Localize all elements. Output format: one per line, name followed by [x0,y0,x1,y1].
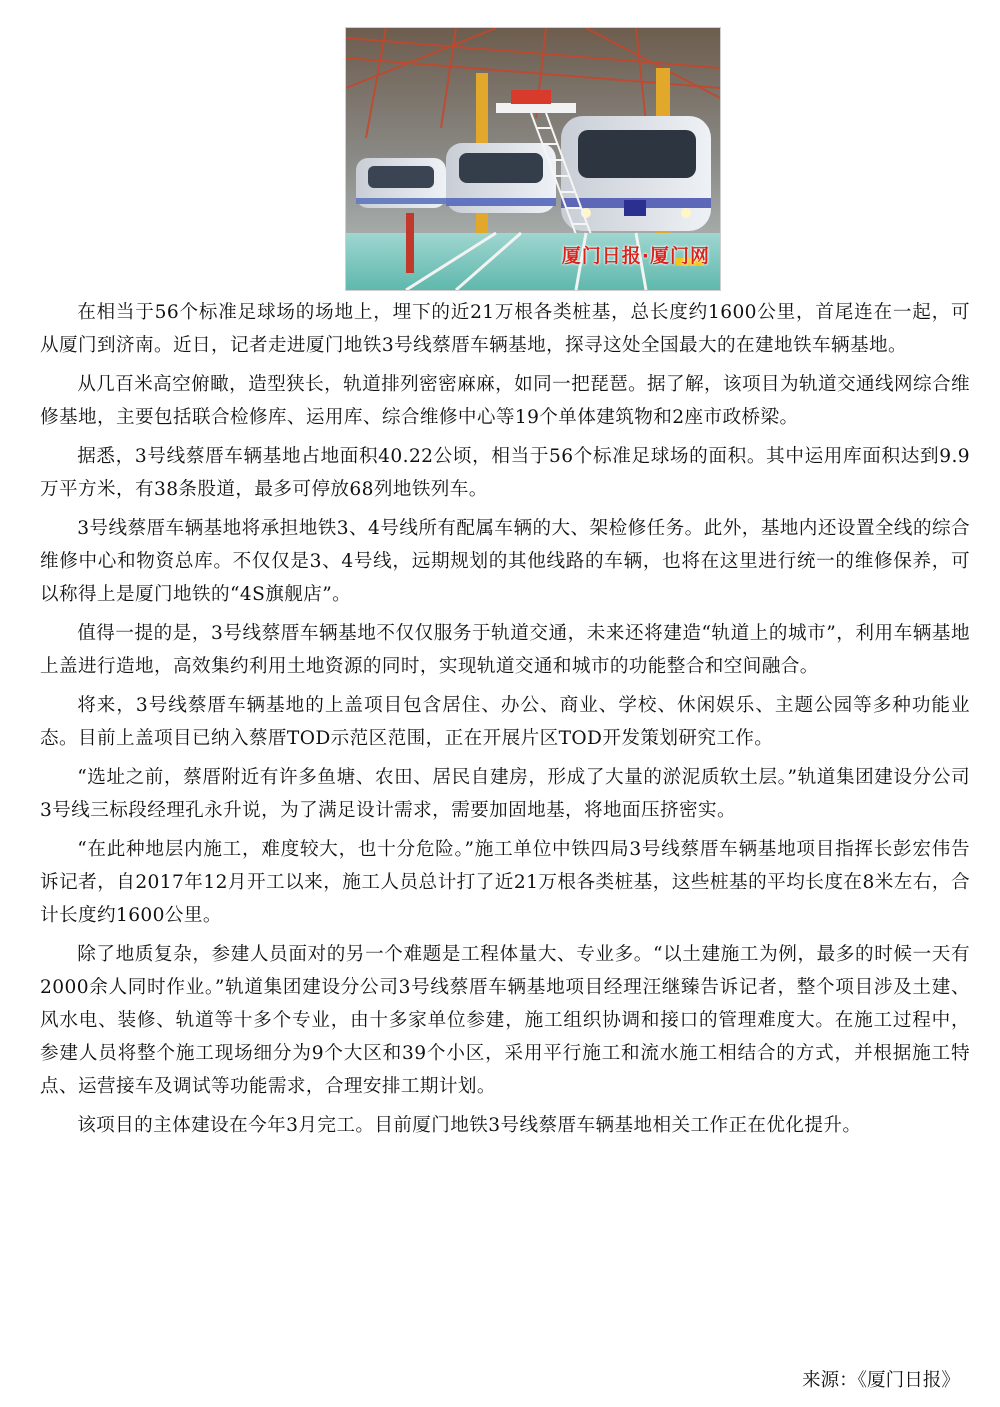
paragraph: 该项目的主体建设在今年3月完工。目前厦门地铁3号线蔡厝车辆基地相关工作正在优化提升。 [77,1115,862,1136]
paragraph: “选址之前，蔡厝附近有许多鱼塘、农田、居民自建房，形成了大量的淤泥质软土层。”轨道集团建设分公司3号线三标段经理孔永升说，为了满足设计需求，需要加固地基，将地面压挤密实。 [40,767,970,821]
paragraph: 据悉，3号线蔡厝车辆基地占地面积40.22公顷，相当于56个标准足球场的面积。其中运用库面积达到9.9万平方米，有38条股道，最多可停放68列地铁列车。 [40,446,970,500]
article-photo [345,27,721,291]
paragraph: 在相当于56个标准足球场的场地上，埋下的近21万根各类桩基，总长度约1600公里，首尾连在一起，可从厦门到济南。近日，记者走进厦门地铁3号线蔡厝车辆基地，探寻这处全国最大的在建地铁车辆基地。 [40,302,970,356]
paragraph: 从几百米高空俯瞰，造型狭长，轨道排列密密麻麻，如同一把琵琶。据了解，该项目为轨道交通线网综合维修基地，主要包括联合检修库、运用库、综合维修中心等19个单体建筑物和2座市政桥梁。 [40,374,970,428]
article-source: 来源：《厦门日报》 [801,1370,960,1391]
article-body [40,296,970,1148]
paragraph: 将来，3号线蔡厝车辆基地的上盖项目包含居住、办公、商业、学校、休闲娱乐、主题公园等多种功能业态。目前上盖项目已纳入蔡厝TOD示范区范围，正在开展片区TOD开发策划研究工作。 [40,695,970,749]
paragraph: “在此种地层内施工，难度较大，也十分危险。”施工单位中铁四局3号线蔡厝车辆基地项目指挥长彭宏伟告诉记者，自2017年12月开工以来，施工人员总计打了近21万根各类桩基，这些桩基的平均长度在8米左右，合计长度约1600公里。 [40,839,970,926]
newspaper-watermark: 厦门日报·厦门网 [561,245,710,267]
paragraph: 值得一提的是，3号线蔡厝车辆基地不仅仅服务于轨道交通，未来还将建造“轨道上的城市”，利用车辆基地上盖进行造地，高效集约利用土地资源的同时，实现轨道交通和城市的功能整合和空间融合。 [40,623,970,677]
paragraph: 3号线蔡厝车辆基地将承担地铁3、4号线所有配属车辆的大、架检修任务。此外，基地内还设置全线的综合维修中心和物资总库。不仅仅是3、4号线，远期规划的其他线路的车辆，也将在这里进行统一的维修保养，可以称得上是厦门地铁的“4S旗舰店”。 [40,518,970,605]
paragraph: 除了地质复杂，参建人员面对的另一个难题是工程体量大、专业多。“以土建施工为例，最多的时候一天有2000余人同时作业。”轨道集团建设分公司3号线蔡厝车辆基地项目经理汪继臻告诉记者，整个项目涉及土建、风水电、装修、轨道等十多个专业，由十多家单位参建，施工组织协调和接口的管理难度大。在施工过程中，参建人员将整个施工现场细分为9个大区和39个小区，采用平行施工和流水施工相结合的方式，并根据施工特点、运营接车及调试等功能需求，合理安排工期计划。 [40,944,970,1097]
